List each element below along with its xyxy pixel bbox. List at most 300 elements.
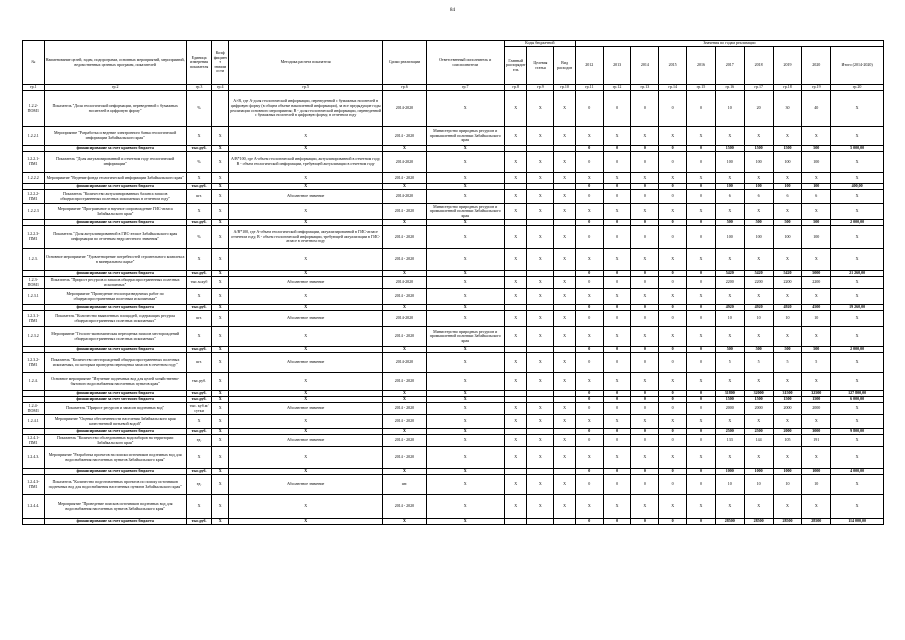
table-cell: X [426,373,504,391]
row-code: 1.2.2.1-ПМ1 [23,152,45,173]
table-cell: Абсолютное значение [228,190,382,204]
table-cell: X [426,271,504,277]
table-cell: тыс.руб. [186,429,212,435]
table-cell: 2000 [744,403,773,415]
table-cell: X [773,249,802,271]
table-cell: 114 000,00 [831,519,884,525]
table-cell: X [715,447,744,469]
table-cell: X [426,277,504,289]
table-cell: X [603,447,631,469]
table-cell: X [659,249,687,271]
table-cell: X [554,91,576,127]
table-cell: X [802,327,831,347]
table-cell: X [383,220,426,226]
table-cell: X [527,495,554,519]
table-cell: X [212,391,228,397]
table-cell: 400,00 [831,184,884,190]
table-cell: X [687,127,716,146]
table-cell: X [554,311,576,327]
table-row [23,373,884,391]
table-cell: X [687,327,716,347]
column-number: гр.5 [228,85,382,91]
table-row [23,190,884,204]
table-cell: X [554,403,576,415]
row-name: Основное мероприятие "Изучение подземных вод для целей хозяйственно-бытового водоснабжения населенных пунктов края" [44,373,186,391]
table-cell: 0 [687,353,716,373]
table-cell: 0 [575,91,603,127]
table-cell: X [603,127,631,146]
table-cell: 2014-2020 [383,353,426,373]
table-cell: 100 [802,226,831,249]
table-cell: X [831,289,884,305]
table-cell: X [715,495,744,519]
table-cell: X [575,127,603,146]
table-cell: 21 260,00 [831,271,884,277]
table-cell: X [212,373,228,391]
table-cell: 2014 - 2020 [383,289,426,305]
table-cell: X [715,249,744,271]
column-number: гр.6 [383,85,426,91]
table-cell: X [527,327,554,347]
row-name: финансирование за счет краевого бюджета [44,519,186,525]
table-cell: 0 [631,226,659,249]
table-cell: 500 [715,347,744,353]
table-cell: X [715,415,744,429]
table-cell: Абсолютное значение [228,435,382,447]
header-exp: Вид расходов [554,47,576,85]
column-number: гр.19 [802,85,831,91]
table-cell: 40 [802,91,831,127]
table-cell: 0 [687,190,716,204]
column-number: гр.18 [773,85,802,91]
table-cell: 0 [659,305,687,311]
row-name: Показатель "Количество обследованных водозаборов на территории Забайкальского края" [44,435,186,447]
table-cell: X [554,249,576,271]
row-name: Мероприятие "Программное и научное сопровождение ГИС-атласа Забайкальского края" [44,204,186,220]
row-name: финансирование за счет краевого бюджета [44,347,186,353]
table-cell: X [212,519,228,525]
table-row [23,173,884,184]
table-cell: X [715,327,744,347]
row-code: 1.2.4.3-ПМ1 [23,475,45,495]
table-cell: 0 [631,305,659,311]
table-cell: X [554,173,576,184]
table-cell: X [426,403,504,415]
table-cell: 4920 [744,305,773,311]
table-cell: 4920 [773,305,802,311]
table-cell: 0 [603,190,631,204]
table-cell: 0 [687,469,716,475]
table-cell: X [603,249,631,271]
row-name: финансирование за счет краевого бюджета [44,271,186,277]
table-cell: 100 [715,152,744,173]
table-cell: X [426,226,504,249]
table-cell: X [186,495,212,519]
table-cell: X [554,204,576,220]
table-cell: X [527,91,554,127]
table-cell: X [383,391,426,397]
table-cell: X [426,347,504,353]
table-cell: X [659,127,687,146]
column-number: гр.11 [575,85,603,91]
table-cell: X [504,495,527,519]
table-cell: 0 [603,184,631,190]
table-cell: X [631,447,659,469]
table-row [23,152,884,173]
table-cell: 500 [802,347,831,353]
table-cell: X [631,204,659,220]
table-cell: 28500 [802,519,831,525]
table-cell: X [228,327,382,347]
table-cell: 2200 [744,277,773,289]
table-row [23,435,884,447]
column-number: гр.10 [554,85,576,91]
row-name: Показатель "Количество подготовленных проектов по поиску источников подземных вод для водоснабжения населенных пунктов Забайкальского края" [44,475,186,495]
table-cell: X [802,173,831,184]
table-cell: X [504,249,527,271]
column-number: гр.2 [44,85,186,91]
table-cell: X [212,249,228,271]
table-cell: X [228,220,382,226]
header-year: 2014 [631,47,659,85]
table-cell: 0 [631,91,659,127]
table-cell: 0 [631,277,659,289]
table-cell: 28500 [773,519,802,525]
table-cell: X [603,373,631,391]
table-cell: X [687,204,716,220]
table-cell: X [228,519,382,525]
table-cell: X [228,289,382,305]
table-cell: X [554,190,576,204]
table-cell: X [831,277,884,289]
table-cell: 2014 - 2020 [383,447,426,469]
table-cell: X [212,127,228,146]
table-cell: 0 [687,226,716,249]
table-cell: 0 [631,271,659,277]
table-cell: X [603,495,631,519]
table-cell: 10 [715,91,744,127]
row-code: 1.2.3.2-ПМ1 [23,353,45,373]
table-cell: X [687,289,716,305]
table-cell: X [631,495,659,519]
table-cell: X [228,495,382,519]
table-cell: 0 [575,271,603,277]
table-cell: X [631,127,659,146]
table-cell: X [773,173,802,184]
table-cell: X [426,435,504,447]
table-cell: 6 [715,190,744,204]
table-cell: 100 [715,226,744,249]
table-cell: 4 000,00 [831,469,884,475]
table-cell: X [575,495,603,519]
table-cell: 5420 [744,271,773,277]
table-cell: X [527,152,554,173]
table-cell: 0 [575,152,603,173]
table-cell: 0 [603,277,631,289]
table-cell: X [744,495,773,519]
table-cell: X [659,495,687,519]
header-chief: Главный распорядитель [504,47,527,85]
table-cell: 0 [631,220,659,226]
table-cell: A×B, где A-доля геологической информации, переведенной с бумажных носителей в цифровую форму (в общем объеме накопленной информации), за все предыдущие годы реализации основного мероприятия; B - доля геологической информации, переведенной с бумажных носителей в цифровую форму, в отчетном году [228,91,382,127]
table-cell: X [715,204,744,220]
table-cell: 5420 [773,271,802,277]
table-cell: 500 [773,220,802,226]
table-cell: 5 [744,353,773,373]
table-cell: X [212,226,228,249]
table-cell: X [715,289,744,305]
table-cell: X [504,127,527,146]
table-cell: X [186,327,212,347]
row-name: Показатель "Прирост ресурсов и запасов общераспространенных полезных ископаемых" [44,277,186,289]
table-cell: 2014 - 2020 [383,495,426,519]
table-cell: 0 [603,435,631,447]
table-cell: X [212,353,228,373]
column-number: гр.9 [527,85,554,91]
table-cell: 0 [659,226,687,249]
row-code: 1.2.4. [23,373,45,391]
table-cell: 0 [575,353,603,373]
table-cell: X [504,152,527,173]
table-cell: X [802,289,831,305]
table-cell: 0 [659,184,687,190]
table-cell: 0 [631,429,659,435]
table-cell: тыс.м.куб [186,277,212,289]
table-cell: 0 [659,347,687,353]
table-cell: 0 [687,91,716,127]
table-cell: 0 [575,184,603,190]
table-cell: 0 [687,311,716,327]
table-cell: X [554,475,576,495]
table-cell: X [575,373,603,391]
table-cell: X [504,327,527,347]
table-cell: X [228,397,382,403]
table-cell: 1000 [715,469,744,475]
table-cell: 10 [802,311,831,327]
table-cell: X [659,373,687,391]
table-cell: X [186,127,212,146]
table-cell: X [715,373,744,391]
table-cell: 0 [687,184,716,190]
table-cell: X [186,204,212,220]
table-cell: 100 [773,152,802,173]
table-cell: 0 [659,403,687,415]
table-cell: 0 [687,519,716,525]
table-cell: X [659,204,687,220]
table-cell: X [504,311,527,327]
table-cell: 0 [575,190,603,204]
table-cell: X [212,173,228,184]
table-cell: X [212,289,228,305]
table-cell: 32500 [802,391,831,397]
row-code: 1.2.3.1-ПМ1 [23,311,45,327]
table-cell: X [426,91,504,127]
table-cell: X [831,353,884,373]
table-cell: 28500 [715,519,744,525]
table-cell: 10 [715,311,744,327]
table-cell: X [554,327,576,347]
table-cell: 10 [773,311,802,327]
table-cell: X [715,173,744,184]
table-cell: X [831,173,884,184]
table-cell: 31500 [773,391,802,397]
table-cell: X [773,447,802,469]
table-cell: 500 [744,220,773,226]
table-row [23,204,884,220]
table-cell: X [603,415,631,429]
table-cell: X [228,204,382,220]
table-cell: 0 [659,220,687,226]
header-budget-codes: Коды бюджетной [504,41,575,47]
table-cell: 2014 - 2020 [383,127,426,146]
table-cell: 0 [659,91,687,127]
header-total: Итого (2014-2020) [831,47,884,85]
table-cell: тыс.руб. [186,391,212,397]
table-cell: X [527,403,554,415]
header-year: 2017 [715,47,744,85]
table-cell: 2014 - 2020 [383,327,426,347]
table-cell: тыс. куб.м/сутки [186,403,212,415]
table-cell: X [228,373,382,391]
table-cell: X [426,184,504,190]
table-row [23,311,884,327]
table-cell [212,91,228,127]
table-cell: 5000 [802,271,831,277]
table-cell: 30 [773,91,802,127]
table-cell: 0 [575,469,603,475]
table-cell: 10 [744,311,773,327]
table-cell: 0 [659,146,687,152]
table-cell: % [186,152,212,173]
table-cell: Абсолютное значение [228,353,382,373]
table-cell: 0 [631,184,659,190]
table-cell: 0 [575,311,603,327]
header-coef: Коэф фициент значимости [212,41,228,85]
table-cell: X [212,347,228,353]
row-code: 1.2.3. [23,249,45,271]
table-cell [527,519,554,525]
table-cell: X [426,289,504,305]
table-cell: X [831,91,884,127]
table-cell: X [186,249,212,271]
table-cell: % [186,226,212,249]
table-cell: X [426,475,504,495]
table-cell: X [228,469,382,475]
table-cell: Министерство природных ресурсов и промышленной политики Забайкальского края [426,204,504,220]
table-cell: 0 [575,435,603,447]
table-cell: 127 800,00 [831,391,884,397]
table-cell: X [802,447,831,469]
table-cell: 2000 [773,403,802,415]
row-name: финансирование за счет местного бюджета [44,397,186,403]
table-cell: X [383,469,426,475]
table-cell: X [831,127,884,146]
header-year: 2015 [659,47,687,85]
table-cell: X [212,435,228,447]
table-cell: 2014-2020 [383,91,426,127]
table-cell: 2014 - 2020 [383,415,426,429]
table-cell: X [228,146,382,152]
table-cell: X [575,289,603,305]
table-cell: X [426,311,504,327]
row-name: Мероприятие "Геолого-экономическая переоценка запасов месторождений общераспространенных полезных ископаемых" [44,327,186,347]
table-cell: тыс.руб. [186,146,212,152]
table-cell: X [212,475,228,495]
table-cell: 4500 [802,305,831,311]
table-cell: 100 [773,184,802,190]
row-code: 1.2.3-ПОМ1 [23,277,45,289]
table-cell: 500 [802,220,831,226]
row-code: 1.2.4.4. [23,495,45,519]
row-code: 1.2.4.3. [23,447,45,469]
table-cell: 0 [603,91,631,127]
table-cell: X [527,447,554,469]
column-number: гр.1 [23,85,45,91]
table-cell: X [504,277,527,289]
table-cell: 0 [631,403,659,415]
table-cell: 10 [802,475,831,495]
table-cell: X [831,204,884,220]
table-cell: X [687,495,716,519]
row-name: финансирование за счет краевого бюджета [44,391,186,397]
table-cell: 2014-2020 [383,277,426,289]
table-cell: X [186,289,212,305]
row-code: 1.2.4-ПОМ1 [23,403,45,415]
table-cell: X [744,415,773,429]
table-cell: 2014 - 2020 [383,373,426,391]
table-cell: 0 [687,271,716,277]
table-cell: X [228,347,382,353]
table-cell: X [744,249,773,271]
table-cell: X [554,415,576,429]
table-cell: 10 [744,475,773,495]
row-name: финансирование за счет краевого бюджета [44,184,186,190]
table-cell: 0 [631,391,659,397]
table-cell: X [554,152,576,173]
row-name: Показатель "Количество месторождений общераспространенных полезных ископаемых, по которым проведена переоценка запасов в отчетном году" [44,353,186,373]
table-cell: шт. [186,190,212,204]
row-code: 1.2.4.1 [23,415,45,429]
table-cell: X [659,447,687,469]
table-cell: X [687,173,716,184]
table-cell: X [228,429,382,435]
table-row [23,91,884,127]
table-cell: X [831,435,884,447]
table-cell: 500 [744,347,773,353]
table-cell: шт. [186,311,212,327]
table-cell: X [383,429,426,435]
table-cell: 0 [603,152,631,173]
row-name: Мероприятие "Ведение фонда геологической информации Забайкальского края" [44,173,186,184]
table-cell: X [426,519,504,525]
table-cell: тыс.руб. [186,184,212,190]
table-cell: ед. [186,435,212,447]
table-cell: 2500 [715,429,744,435]
table-cell: 0 [575,146,603,152]
table-cell: X [659,173,687,184]
table-cell: X [504,447,527,469]
table-cell: тыс.руб. [186,220,212,226]
row-code: 1.2.3.2 [23,327,45,347]
table-cell: 5 [773,353,802,373]
row-name: Показатель "Прирост ресурсов и запасов подземных вод" [44,403,186,415]
table-cell: 0 [687,403,716,415]
header-year: 2016 [687,47,716,85]
table-cell: X [228,173,382,184]
table-row [23,475,884,495]
table-cell: 6 [802,190,831,204]
row-code: 1.2.2.2-ПМ1 [23,190,45,204]
